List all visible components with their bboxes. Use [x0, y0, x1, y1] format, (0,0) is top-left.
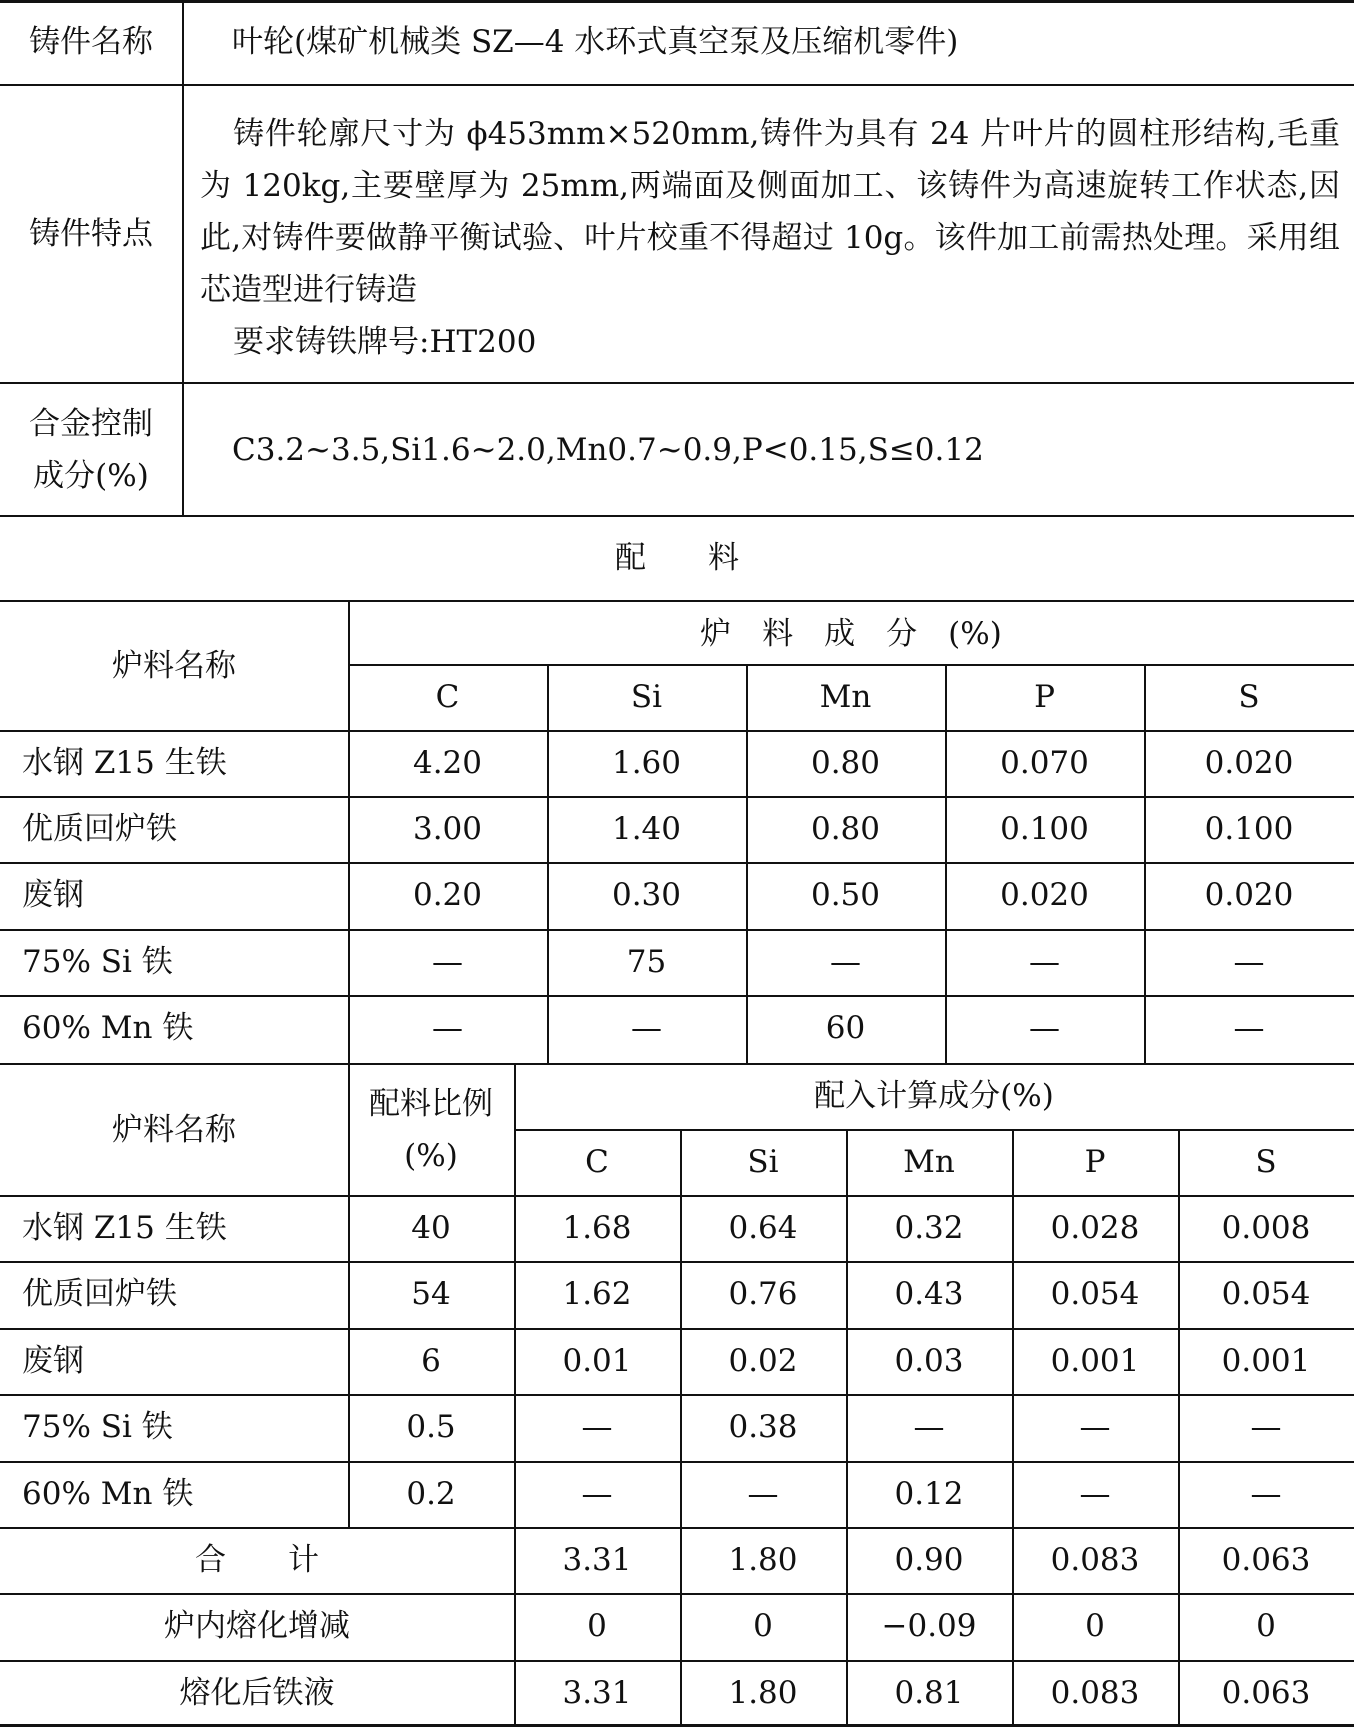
summary-cell: −0.09 — [881, 1608, 977, 1644]
rule — [945, 664, 947, 1063]
calc-cell: 0.02 — [728, 1343, 798, 1379]
rule-bottom — [0, 1724, 1354, 1727]
rule — [0, 84, 1354, 86]
charge-cell: — — [1029, 944, 1060, 980]
charge-cell: — — [432, 1010, 463, 1046]
charge-row-name: 水钢 Z15 生铁 — [22, 745, 227, 781]
charge-column-header: Mn — [819, 679, 872, 715]
summary-cell: 1.80 — [728, 1542, 798, 1578]
summary-row-name: 合 计 — [195, 1542, 319, 1578]
calc-row-name: 废钢 — [22, 1343, 84, 1379]
calc-cell: 0.03 — [894, 1343, 964, 1379]
charge-cell: — — [830, 944, 861, 980]
charge-row-name: 75% Si 铁 — [22, 944, 173, 980]
charge-column-header: S — [1238, 679, 1260, 715]
calc-column-header: Si — [747, 1144, 779, 1180]
summary-row-name: 熔化后铁液 — [179, 1675, 335, 1711]
charge-cell: 0.50 — [810, 877, 881, 913]
rule — [0, 1527, 1354, 1529]
summary-cell: 0.083 — [1050, 1542, 1140, 1578]
calc-cell: — — [747, 1476, 779, 1512]
summary-row-name: 炉内熔化增减 — [164, 1608, 350, 1644]
charge-cell: 0.100 — [1000, 811, 1089, 847]
charge-cell: — — [432, 944, 463, 980]
grade-requirement: 要求铸铁牌号:HT200 — [233, 324, 537, 360]
rule — [746, 664, 748, 1063]
rule-top — [0, 0, 1354, 3]
calc-cell: 0.32 — [894, 1210, 964, 1246]
calc-cell: 0.64 — [728, 1210, 798, 1246]
calc-row-name: 75% Si 铁 — [22, 1409, 173, 1445]
rule — [0, 382, 1354, 384]
rule — [0, 1328, 1354, 1330]
rule — [0, 600, 1354, 602]
calc-cell: 0.001 — [1050, 1343, 1140, 1379]
rule — [514, 1129, 1354, 1131]
rule — [0, 796, 1354, 798]
rule — [547, 664, 549, 1063]
summary-cell: 0.063 — [1221, 1675, 1311, 1711]
calc-cell: — — [581, 1409, 613, 1445]
charge-cell: — — [1233, 944, 1265, 980]
summary-cell: 0.083 — [1050, 1675, 1140, 1711]
charge-column-header: P — [1034, 679, 1055, 715]
calc-ratio-header-line1: 配料比例 — [369, 1086, 493, 1122]
charge-cell: 0.020 — [1204, 745, 1294, 781]
rule — [0, 730, 1354, 732]
summary-cell: 3.31 — [562, 1675, 632, 1711]
calc-cell: 0.38 — [728, 1409, 798, 1445]
rule — [0, 1195, 1354, 1197]
summary-cell: 3.31 — [562, 1542, 632, 1578]
calc-column-header: S — [1255, 1144, 1277, 1180]
charge-cell: 0.070 — [1000, 745, 1089, 781]
calc-cell: 1.62 — [562, 1276, 632, 1312]
summary-cell: 0.81 — [894, 1675, 964, 1711]
casting-name-label: 铸件名称 — [29, 24, 153, 60]
rule — [1144, 664, 1146, 1063]
charge-cell: 0.20 — [412, 877, 483, 913]
calc-cell: 0.76 — [728, 1276, 798, 1312]
calc-row-ratio: 0.5 — [406, 1409, 456, 1445]
calc-cell: 0.028 — [1050, 1210, 1140, 1246]
summary-cell: 0 — [587, 1608, 607, 1644]
calc-row-name: 水钢 Z15 生铁 — [22, 1210, 227, 1246]
calc-column-header: P — [1084, 1144, 1106, 1180]
calc-row-name: 60% Mn 铁 — [22, 1476, 194, 1512]
charge-column-header: C — [435, 679, 460, 715]
rule — [0, 929, 1354, 931]
calc-row-ratio: 40 — [411, 1210, 451, 1246]
calc-cell: — — [581, 1476, 613, 1512]
summary-cell: 0.063 — [1221, 1542, 1311, 1578]
summary-cell: 0 — [1085, 1608, 1105, 1644]
charge-cell: — — [1233, 1010, 1265, 1046]
calc-row-ratio: 6 — [421, 1343, 441, 1379]
calc-cell: 0.054 — [1050, 1276, 1140, 1312]
charge-cell: 1.40 — [611, 811, 682, 847]
rule — [182, 0, 184, 516]
charge-cell: 0.80 — [810, 811, 881, 847]
summary-cell: 0.90 — [894, 1542, 964, 1578]
features-paragraph: 铸件轮廓尺寸为 ϕ453mm×520mm,铸件为具有 24 片叶片的圆柱形结构,毛重为 120kg,主要壁厚为 25mm,两端面及侧面加工、该铸件为高速旋转工作状态,因此,对铸件要做静平衡试验、叶片校重不得超过 10g。该件加工前需热处理。采用组芯造型进行铸造 — [200, 116, 1340, 308]
charge-column-header: Si — [630, 679, 663, 715]
charge-name-header: 炉料名称 — [112, 648, 236, 684]
casting-name-value: 叶轮(煤矿机械类 SZ—4 水环式真空泵及压缩机零件) — [232, 24, 959, 60]
calc-cell: 0.054 — [1221, 1276, 1311, 1312]
calc-cell: — — [1250, 1476, 1282, 1512]
calc-cell: 0.01 — [562, 1343, 632, 1379]
calc-cell: — — [1250, 1409, 1282, 1445]
rule — [0, 862, 1354, 864]
calc-row-ratio: 54 — [411, 1276, 451, 1312]
charge-group-header: 炉 料 成 分 (%) — [700, 616, 1002, 652]
calc-cell: 0.43 — [894, 1276, 964, 1312]
rule — [348, 664, 1354, 666]
rule — [0, 1063, 1354, 1065]
calc-column-header: C — [585, 1144, 609, 1180]
rule — [0, 1660, 1354, 1662]
summary-cell: 1.80 — [728, 1675, 798, 1711]
rule — [0, 1261, 1354, 1263]
summary-cell: 0 — [753, 1608, 773, 1644]
charge-cell: 1.60 — [611, 745, 682, 781]
charge-cell: 0.30 — [611, 877, 682, 913]
calc-cell: — — [913, 1409, 945, 1445]
rule — [0, 1394, 1354, 1396]
calc-ratio-header-line2: (%) — [404, 1138, 458, 1174]
charge-row-name: 60% Mn 铁 — [22, 1010, 194, 1046]
charge-row-name: 废钢 — [22, 877, 84, 913]
section-title: 配 料 — [615, 540, 739, 576]
calc-name-header: 炉料名称 — [112, 1112, 236, 1148]
charge-cell: 0.020 — [1204, 877, 1294, 913]
charge-cell: — — [631, 1010, 662, 1046]
summary-cell: 0 — [1256, 1608, 1276, 1644]
calc-cell: 1.68 — [562, 1210, 632, 1246]
alloy-label-line2: 成分(%) — [33, 458, 149, 494]
charge-row-name: 优质回炉铁 — [22, 811, 177, 847]
charge-cell: 3.00 — [412, 811, 483, 847]
calc-cell: 0.001 — [1221, 1343, 1311, 1379]
calc-column-header: Mn — [903, 1144, 955, 1180]
rule — [0, 1593, 1354, 1595]
charge-cell: 75 — [626, 944, 667, 980]
charge-cell: 60 — [825, 1010, 866, 1046]
rule — [0, 995, 1354, 997]
calc-cell: 0.008 — [1221, 1210, 1311, 1246]
rule — [0, 515, 1354, 517]
charge-cell: 0.100 — [1204, 811, 1294, 847]
charge-cell: — — [1029, 1010, 1060, 1046]
casting-features-text — [200, 108, 1340, 368]
calc-row-ratio: 0.2 — [406, 1476, 456, 1512]
calc-cell: — — [1079, 1476, 1111, 1512]
charge-cell: 0.80 — [810, 745, 881, 781]
rule — [0, 1461, 1354, 1463]
charge-cell: 4.20 — [412, 745, 483, 781]
calc-cell: 0.12 — [894, 1476, 964, 1512]
charge-cell: 0.020 — [1000, 877, 1089, 913]
calc-cell: — — [1079, 1409, 1111, 1445]
alloy-label-line1: 合金控制 — [29, 406, 153, 442]
calc-row-name: 优质回炉铁 — [22, 1276, 177, 1312]
calc-group-header: 配入计算成分(%) — [814, 1078, 1054, 1114]
alloy-value: C3.2~3.5,Si1.6~2.0,Mn0.7~0.9,P<0.15,S≤0.12 — [232, 432, 984, 468]
casting-features-label: 铸件特点 — [29, 216, 153, 252]
